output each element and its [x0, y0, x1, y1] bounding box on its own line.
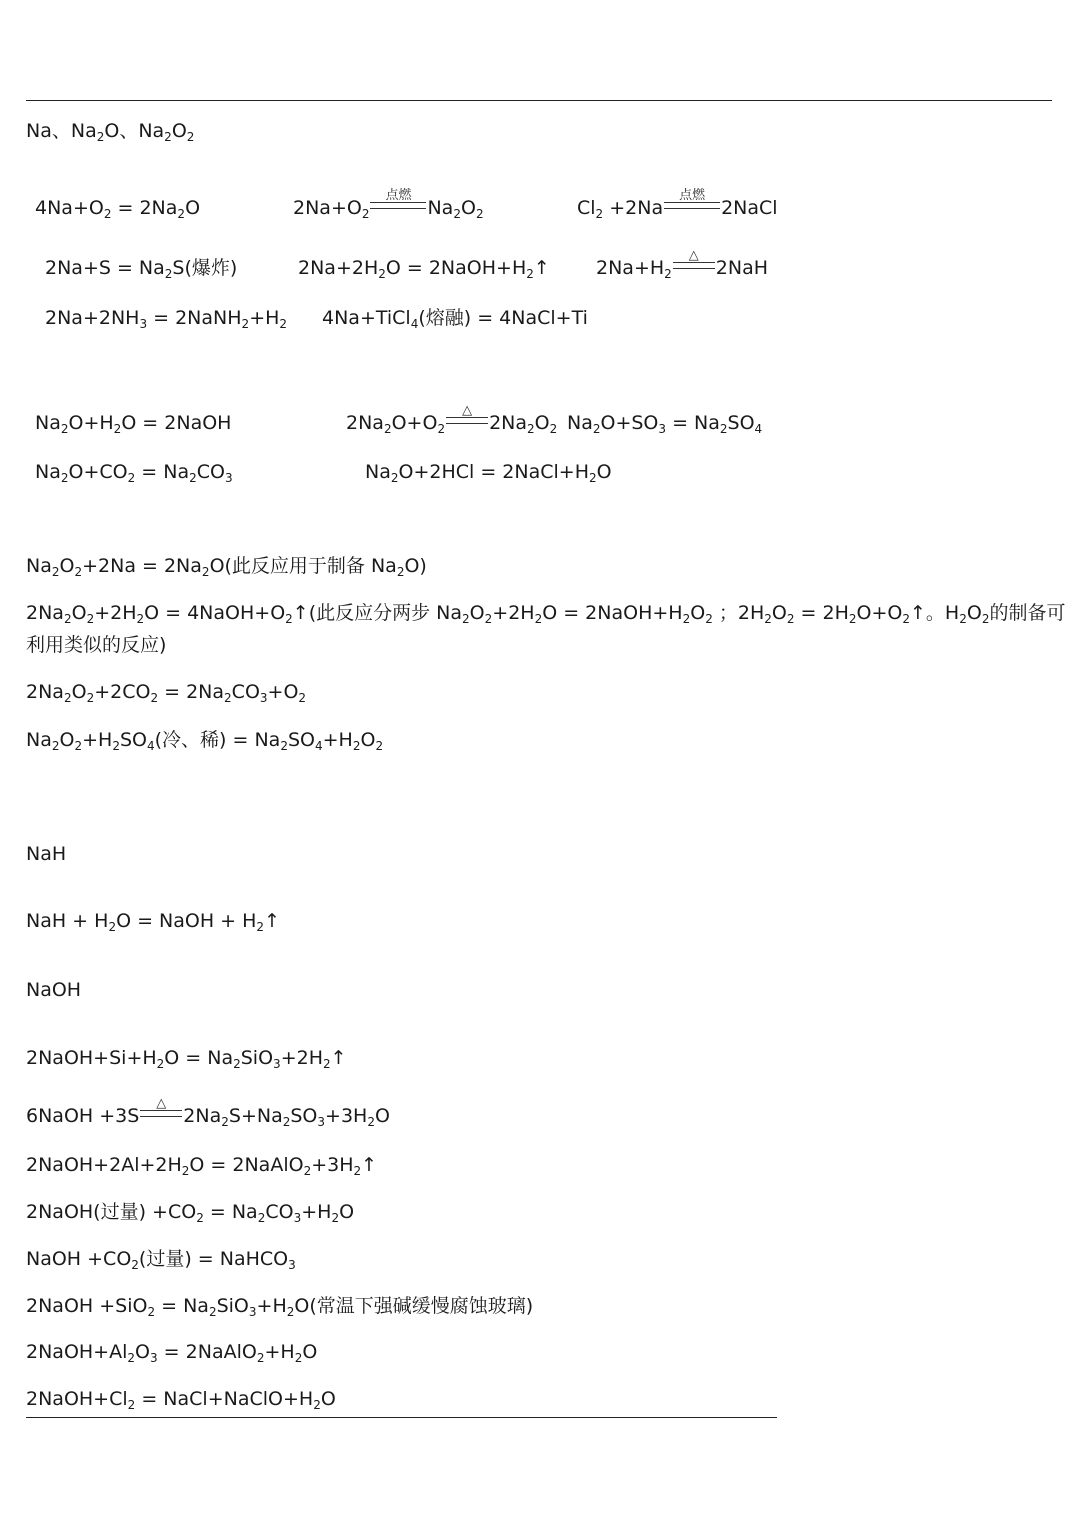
- equation-na2o-o2-heat: $2Na_2O+O_2$ △ $2Na_2O_2$: [346, 403, 558, 436]
- equation-cl2-na-ignite: $Cl_2 +2Na$ 点燃 2NaCl: [577, 188, 778, 221]
- equation-na2o-hcl: $Na_2O+2HCl$ = $2NaCl+H_2O$: [365, 461, 612, 485]
- equation-na-o2-to-na2o: $4Na+O_2 = 2Na_2O$: [35, 197, 201, 221]
- equation-row-1: [35, 196, 200, 220]
- equation-na2o2-h2o: $2Na_2O_2+2H_2O$ = $4NaOH+O_2↑$(此反应分两步 $Na_2O_2+2H_2O$ = $2NaOH+H_2O_2$ ；$2H_2O_2$ = $2H_2O+O_2↑$。$H_2O_2$的制备可利用类似的反应): [26, 602, 1066, 656]
- equation-na-h2o: $2Na+2H_2O$ = $2NaOH+H_2↑$: [298, 257, 550, 281]
- section-heading-sodium: Na、$Na_2O$、$Na_2O_2$: [26, 120, 195, 144]
- equation-naoh-co2-excess: NaOH $+CO_2$(过量) = NaHCO$_3$: [26, 1248, 296, 1272]
- equation-na2o2-co2: $2Na_2O_2+2CO_2 = 2Na_2CO_3+O_2$: [26, 681, 307, 705]
- equation-na2o-so3: $Na_2O+SO_3 = Na_2SO_4$: [567, 412, 763, 436]
- equation-nah-h2o: NaH + $H_2O$ = NaOH + $H_2↑$: [26, 910, 280, 934]
- heat-condition: △: [140, 1108, 182, 1122]
- section-heading-nah: NaH: [26, 843, 67, 865]
- equation-naoh-excess-co2: 2NaOH(过量) $+CO_2 = Na_2CO_3+H_2O$: [26, 1201, 355, 1225]
- equation-naoh-al2o3: $2NaOH+Al_2O_3$ = $2NaAlO_2+H_2O$: [26, 1341, 318, 1365]
- equation-na-s: $2Na+S = Na_2S$(爆炸): [45, 257, 238, 281]
- heat-condition: △: [673, 260, 715, 274]
- equation-naoh-s-heat: 6NaOH +3S △ $2Na_2S+Na_2SO_3+3H_2O$: [26, 1096, 390, 1129]
- bottom-rule: [26, 1417, 777, 1418]
- equation-na-h2-heat: $2Na+H_2$ △ 2NaH: [596, 248, 769, 281]
- equation-naoh-si: $2NaOH+Si+H_2O$ = $Na_2SiO_3+2H_2↑$: [26, 1047, 347, 1071]
- ignite-condition: 点燃: [664, 200, 720, 214]
- equation-na-nh3: $2Na+2NH_3$ = $2NaNH_2+H_2$: [45, 307, 288, 331]
- ignite-condition: 点燃: [370, 200, 426, 214]
- equation-na-o2-ignite: $2Na+O_2$ 点燃 $Na_2O_2$: [293, 188, 484, 221]
- equation-na-ticl4: 4Na+TiCl$_4$(熔融) = 4NaCl+Ti: [322, 307, 588, 331]
- equation-naoh-sio2: 2NaOH $+SiO_2 = Na_2SiO_3+H_2O$(常温下强碱缓慢腐蚀玻璃): [26, 1295, 534, 1319]
- heat-condition: △: [446, 415, 488, 429]
- equation-na2o2-na: $Na_2O_2+2Na = 2Na_2O$(此反应用于制备 $Na_2O$): [26, 555, 427, 579]
- equation-naoh-al: $2NaOH+2Al+2H_2O$ = $2NaAlO_2+3H_2↑$: [26, 1154, 378, 1178]
- equation-naoh-cl2: $2NaOH+Cl_2$ = $NaCl+NaClO+H_2O$: [26, 1388, 336, 1412]
- top-rule: [26, 100, 1052, 101]
- equation-na2o2-h2so4: $Na_2O_2+H_2SO_4$(冷、稀) = $Na_2SO_4+H_2O_2$: [26, 729, 384, 753]
- section-heading-naoh: NaOH: [26, 979, 82, 1001]
- equation-na2o-h2o: $Na_2O+H_2O$ = 2NaOH: [35, 412, 232, 436]
- equation-na2o-co2: $Na_2O+CO_2 = Na_2CO_3$: [35, 461, 233, 485]
